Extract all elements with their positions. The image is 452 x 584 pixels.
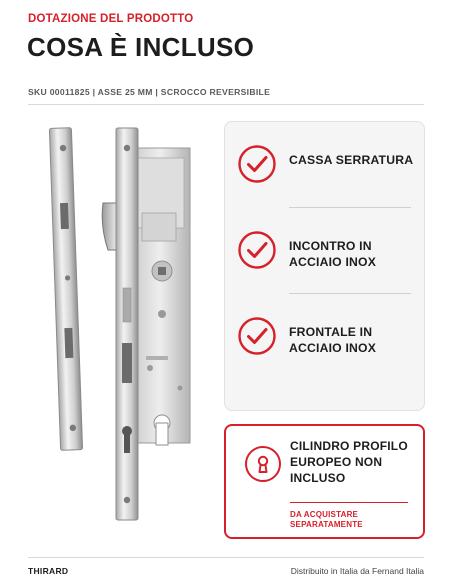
included-items-card [224, 121, 425, 411]
product-photo [30, 118, 210, 523]
header-divider [28, 104, 424, 105]
purchase-separately-note: DA ACQUISTARE SEPARATAMENTE [290, 510, 363, 529]
included-item [225, 210, 424, 290]
not-included-card [224, 424, 425, 539]
check-circle-icon [237, 230, 277, 270]
page-title: COSA È INCLUSO [27, 32, 255, 62]
alert-divider [290, 502, 408, 503]
included-item [225, 124, 424, 204]
check-circle-icon [237, 144, 277, 184]
row-divider [289, 293, 411, 294]
section-kicker: DOTAZIONE DEL PRODOTTO [28, 13, 194, 25]
footer-divider [28, 557, 424, 558]
included-item-label: CASSA SERRATURA [289, 153, 414, 167]
product-meta-line: SKU 00011825 | ASSE 25 MM | SCROCCO REVERSIBILE [28, 87, 271, 97]
included-item [225, 296, 424, 376]
row-divider [289, 207, 411, 208]
keyhole-icon [243, 444, 283, 484]
included-item-label: INCONTRO IN ACCIAIO INOX [289, 239, 377, 269]
brand-name: THIRARD [28, 566, 69, 576]
mortise-lock-illustration [30, 118, 210, 523]
not-included-label: CILINDRO PROFILO EUROPEO NON INCLUSO [290, 439, 408, 485]
check-circle-icon [237, 316, 277, 356]
included-item-label: FRONTALE IN ACCIAIO INOX [289, 325, 377, 355]
distributor-text: Distribuito in Italia da Fernand Italia [290, 566, 424, 576]
